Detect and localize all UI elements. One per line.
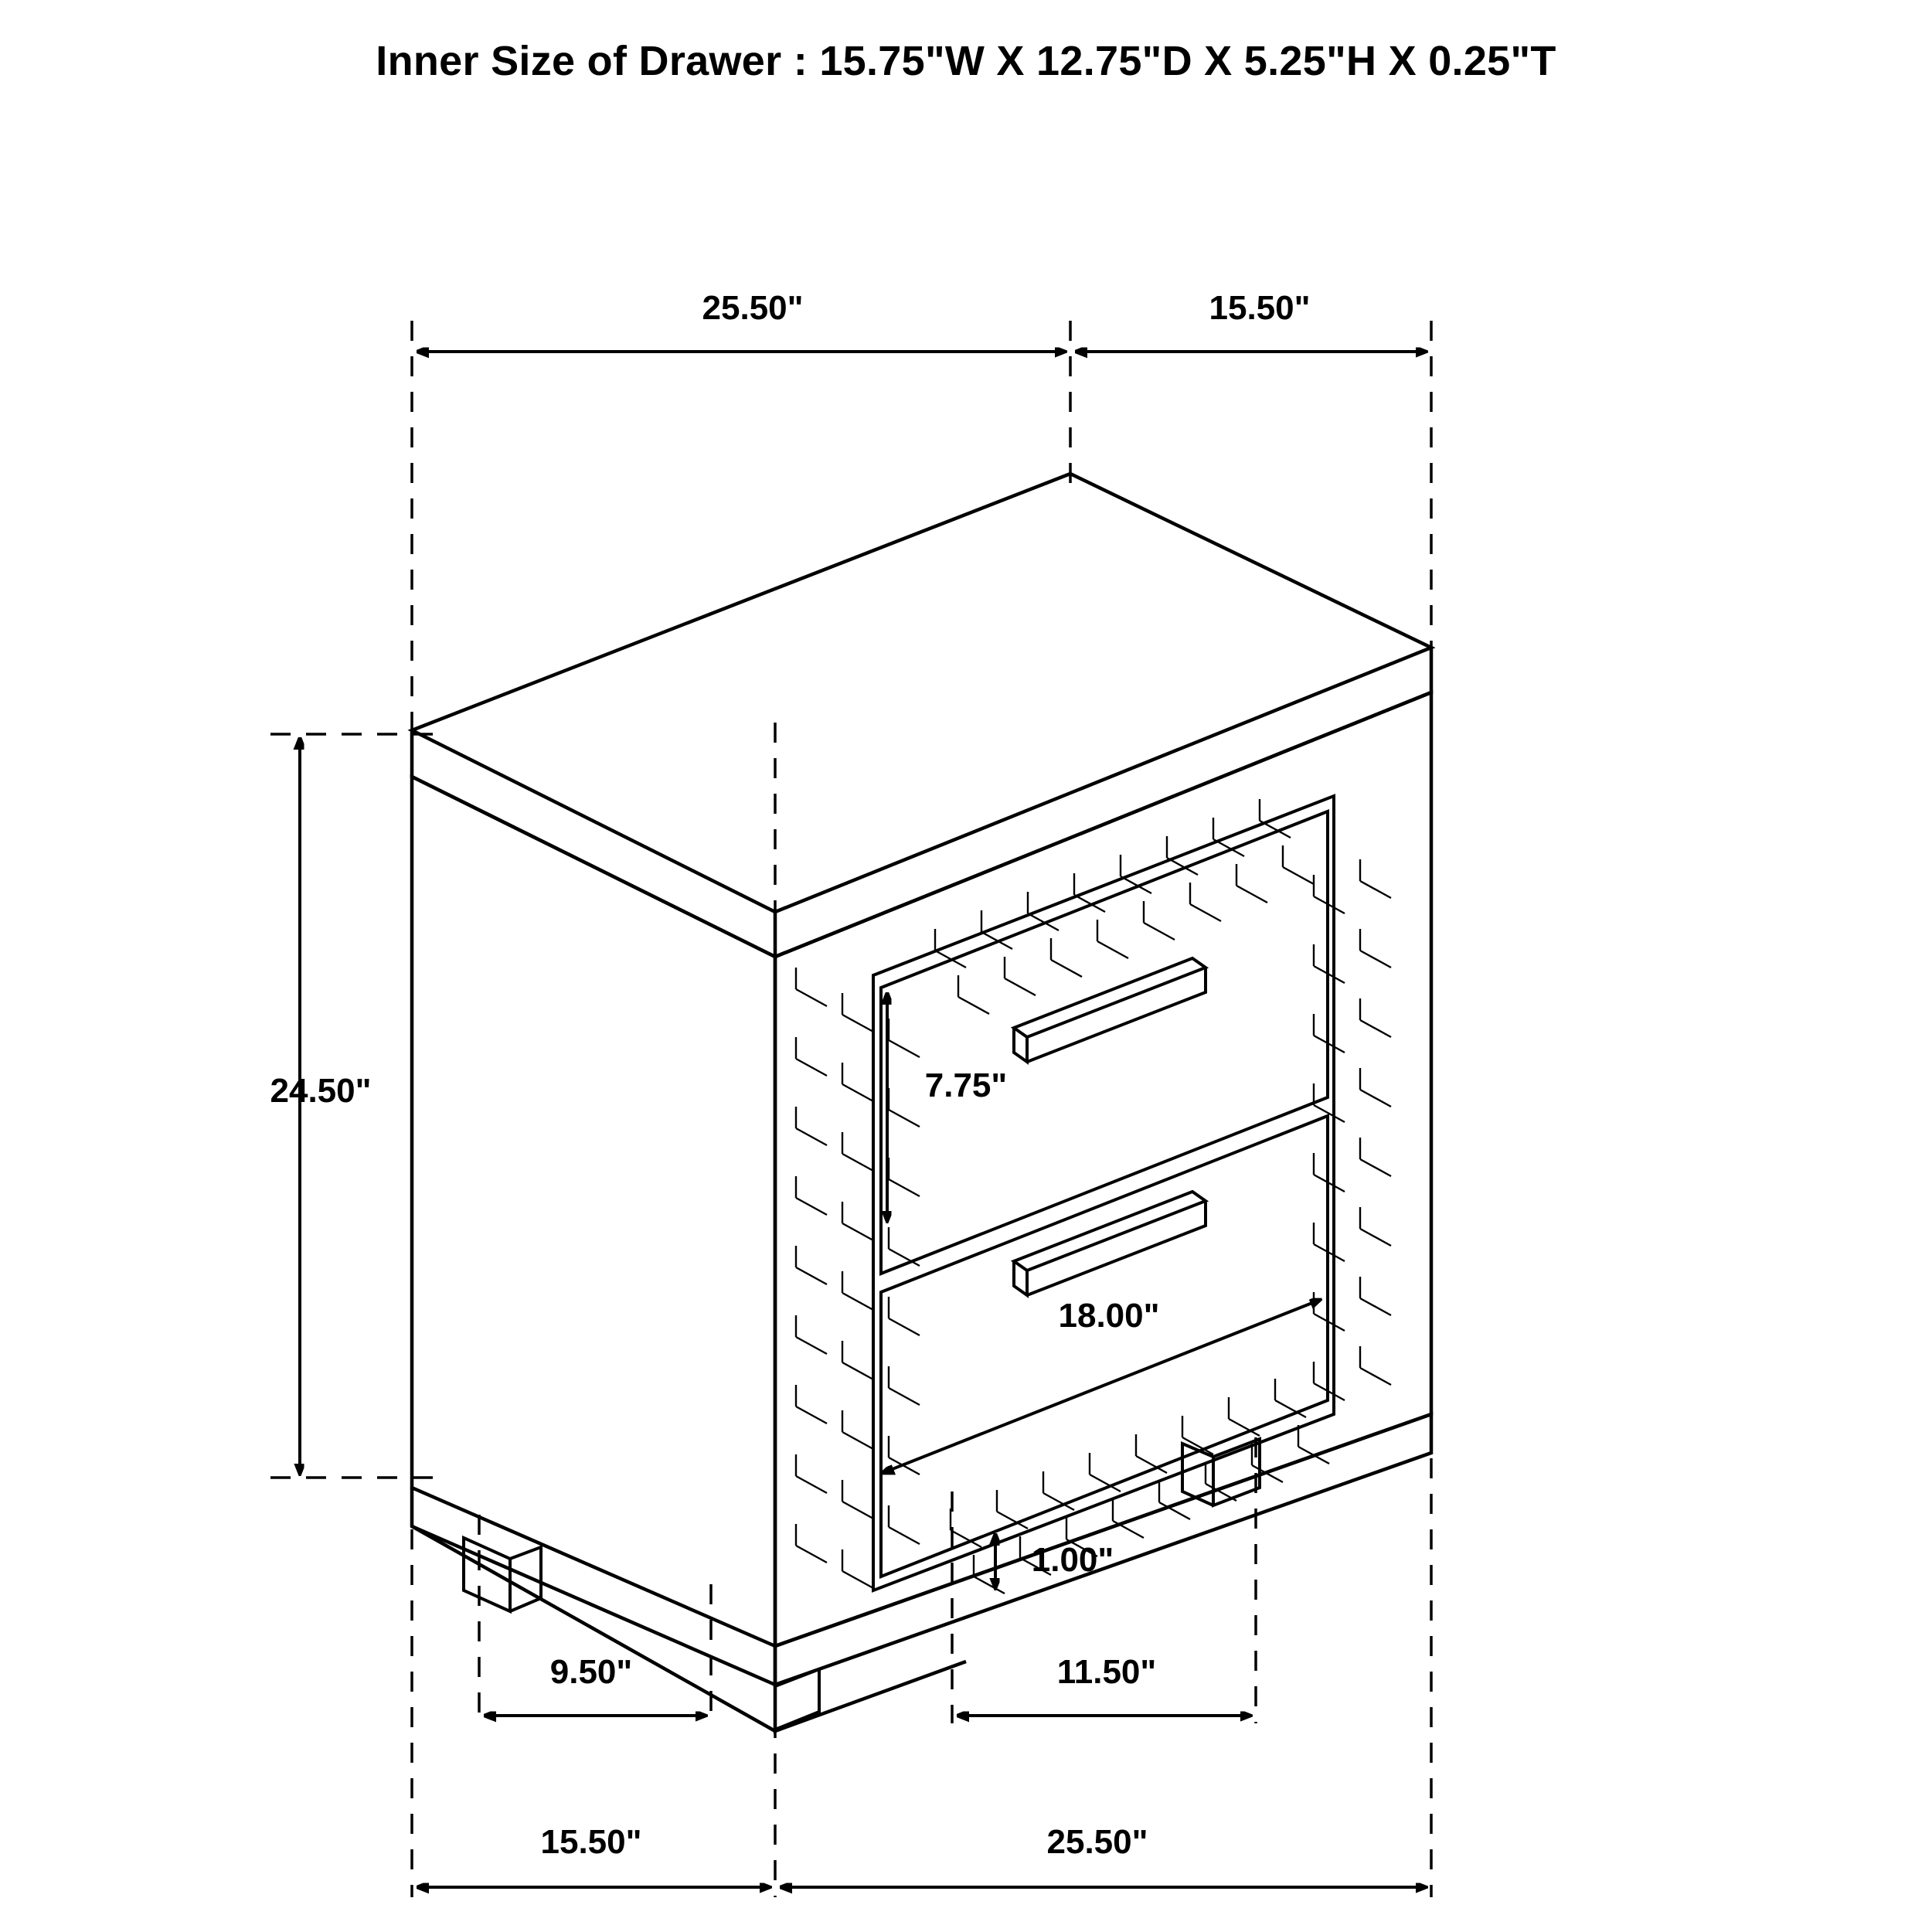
dimension-label-drawer-height: 7.75": [924, 1066, 1008, 1104]
dimension-label-overall-height: 24.50": [270, 1072, 372, 1110]
drawer-handle-lower: [1014, 1192, 1206, 1295]
dimension-label-bottom-right-width: 25.50": [1046, 1823, 1148, 1861]
dimension-label-leg-height: 1.00": [1031, 1541, 1114, 1579]
dimension-label-leg-inset-front: 11.50": [1056, 1653, 1157, 1691]
drawer-handle-upper: [1014, 958, 1206, 1062]
front-panel-texture: [796, 799, 1391, 1594]
extension-lines: [270, 321, 1431, 1897]
dimension-label-top-right-depth: 15.50": [1209, 289, 1311, 327]
dimension-label-bottom-left-depth: 15.50": [540, 1823, 642, 1861]
page-title: Inner Size of Drawer : 15.75"W X 12.75"D X 5.25"H X 0.25"T: [376, 38, 1556, 84]
dimension-label-drawer-width: 18.00": [1058, 1297, 1160, 1335]
dimension-label-top-left-width: 25.50": [702, 289, 804, 327]
dimension-label-leg-inset-left: 9.50": [549, 1653, 633, 1691]
cabinet-outline: [412, 474, 1431, 1731]
